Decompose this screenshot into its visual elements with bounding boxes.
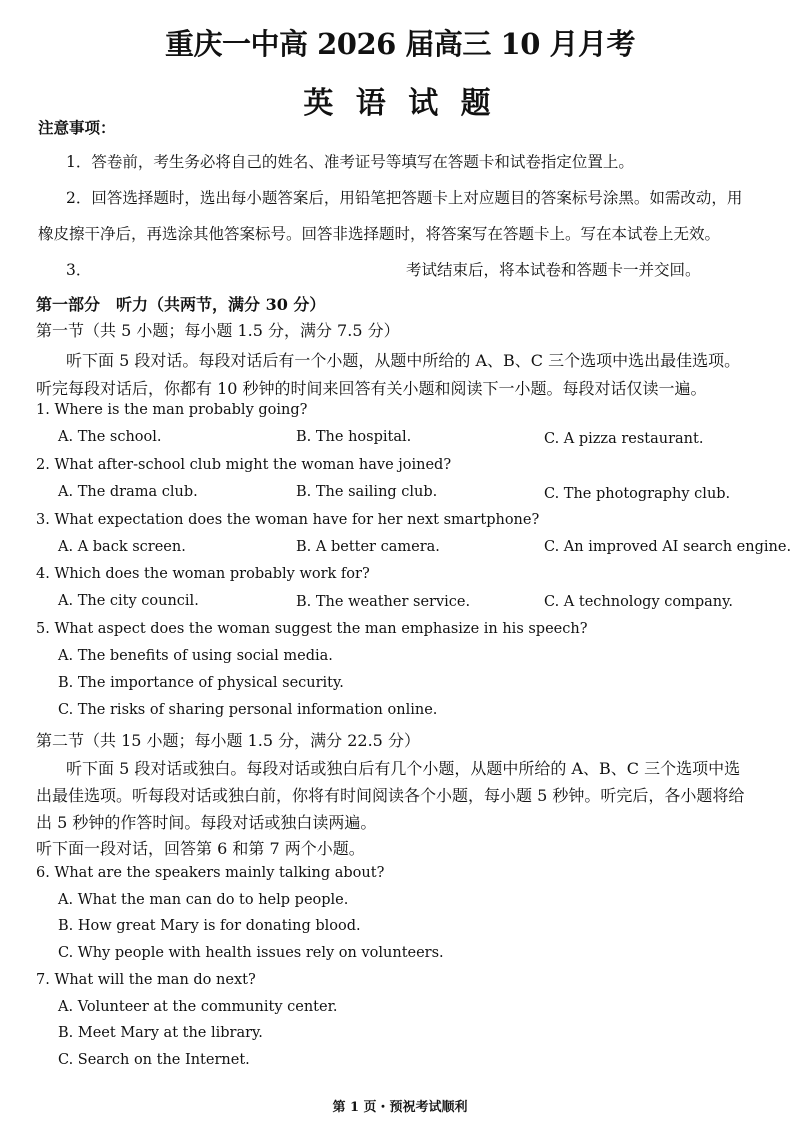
option-6a: A. What the man can do to help people.	[58, 892, 349, 908]
option-2b: B. The sailing club.	[296, 484, 438, 500]
option-3c: C. An improved AI search engine.	[544, 539, 792, 555]
option-4a: A. The city council.	[58, 593, 199, 609]
option-1b: B. The hospital.	[296, 429, 412, 445]
option-7a: A. Volunteer at the community center.	[58, 999, 338, 1015]
section2-instruction-line-3: 出 5 秒钟的作答时间。每段对话或独白读两遍。	[36, 813, 377, 832]
option-3a: A. A back screen.	[58, 539, 186, 555]
question-1: 1. Where is the man probably going?	[36, 402, 308, 418]
option-2c: C. The photography club.	[544, 486, 731, 502]
option-6c: C. Why people with health issues rely on volunteers.	[58, 945, 444, 961]
notice-item-3-number: 3．	[66, 261, 92, 279]
option-5b: B. The importance of physical security.	[58, 675, 344, 691]
exam-subtitle: 英 语 试 题	[303, 86, 497, 121]
question-2: 2. What after-school club might the woman have joined?	[36, 457, 452, 473]
question-6: 6. What are the speakers mainly talking about?	[36, 865, 385, 881]
option-6b: B. How great Mary is for donating blood.	[58, 918, 361, 934]
option-3b: B. A better camera.	[296, 539, 440, 555]
part1-heading: 第一部分 听力（共两节，满分 30 分）	[36, 295, 326, 314]
option-4b: B. The weather service.	[296, 594, 471, 610]
page-footer: 第 1 页・预祝考试顺利	[332, 1100, 468, 1115]
option-4c: C. A technology company.	[544, 594, 734, 610]
section2-instruction-line-2: 出最佳选项。听每段对话或独白前，你将有时间阅读各个小题，每小题 5 秒钟。听完后，各小题将给	[36, 786, 745, 805]
option-5a: A. The benefits of using social media.	[58, 648, 333, 664]
question-3: 3. What expectation does the woman have for her next smartphone?	[36, 512, 540, 528]
section2-sub-instruction: 听下面一段对话，回答第 6 和第 7 两个小题。	[36, 839, 365, 858]
exam-title: 重庆一中高 2026 届高三 10 月月考	[165, 27, 635, 61]
notice-item-2-line-1: 2．回答选择题时，选出每小题答案后，用铅笔把答题卡上对应题目的答案标号涂黑。如需改动，用	[66, 189, 743, 207]
notice-item-2-line-2: 橡皮擦干净后，再选涂其他答案标号。回答非选择题时，将答案写在答题卡上。写在本试卷上无效。	[38, 225, 721, 243]
section2-instruction-line-1: 听下面 5 段对话或独白。每段对话或独白后有几个小题，从题中所给的 A、B、C 三个选项中选	[66, 759, 741, 778]
section1-heading: 第一节（共 5 小题；每小题 1.5 分，满分 7.5 分）	[36, 321, 400, 340]
option-2a: A. The drama club.	[58, 484, 198, 500]
option-5c: C. The risks of sharing personal information online.	[58, 702, 438, 718]
notice-item-1: 1．答卷前，考生务必将自己的姓名、准考证号等填写在答题卡和试卷指定位置上。	[66, 153, 634, 171]
notice-item-3-text: 考试结束后，将本试卷和答题卡一并交回。	[406, 261, 701, 279]
question-5: 5. What aspect does the woman suggest the man emphasize in his speech?	[36, 621, 588, 637]
notice-heading: 注意事项：	[38, 118, 116, 137]
option-1c: C. A pizza restaurant.	[544, 431, 704, 447]
section1-instruction-line-1: 听下面 5 段对话。每段对话后有一个小题，从题中所给的 A、B、C 三个选项中选出最佳选项。	[66, 351, 741, 370]
question-7: 7. What will the man do next?	[36, 972, 256, 988]
option-7b: B. Meet Mary at the library.	[58, 1025, 263, 1041]
section2-heading: 第二节（共 15 小题；每小题 1.5 分，满分 22.5 分）	[36, 731, 420, 750]
question-4: 4. Which does the woman probably work for?	[36, 566, 370, 582]
option-7c: C. Search on the Internet.	[58, 1052, 250, 1068]
section1-instruction-line-2: 听完每段对话后，你都有 10 秒钟的时间来回答有关小题和阅读下一小题。每段对话仅读一遍。	[36, 379, 707, 398]
option-1a: A. The school.	[58, 429, 162, 445]
